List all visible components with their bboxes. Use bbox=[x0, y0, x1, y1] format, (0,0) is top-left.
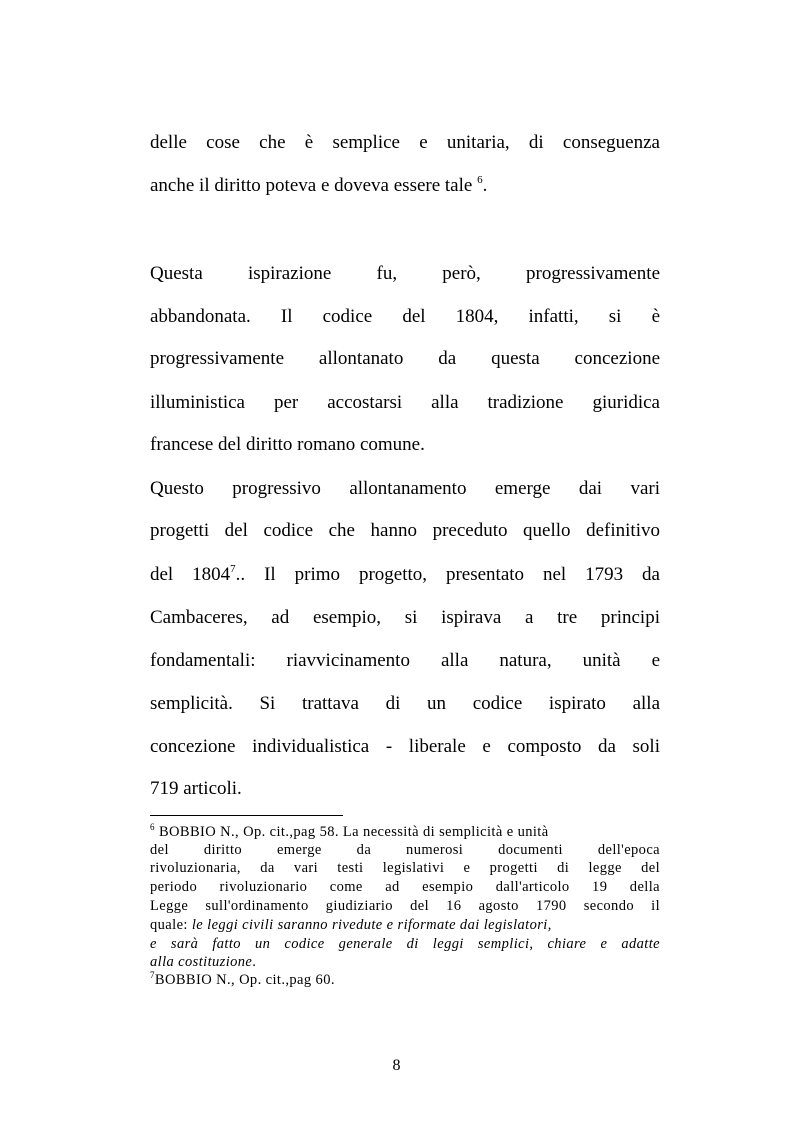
text-span: del 1804 bbox=[150, 564, 231, 585]
text-span: . bbox=[482, 175, 488, 196]
footnote-line: rivoluzionaria, da vari testi legislativi e progetti di legge del bbox=[150, 860, 660, 876]
text-span: anche il diritto poteva e doveva essere tale bbox=[150, 175, 473, 196]
footnote-line: Legge sull'ordinamento giudiziario del 16 agosto 1790 secondo il bbox=[150, 898, 660, 914]
footnote-ref-6: 6 bbox=[477, 174, 483, 186]
text-line: abbandonata. Il codice del 1804, infatti, si è bbox=[150, 306, 660, 327]
footnote-ref-7: 7 bbox=[230, 563, 236, 575]
text-line: concezione individualistica - liberale e composto da soli bbox=[150, 736, 660, 757]
text-line: illuministica per accostarsi alla tradizione giuridica bbox=[150, 392, 660, 413]
text-line: francese del diritto romano comune. bbox=[150, 434, 425, 455]
footnote-line: periodo rivoluzionario come ad esempio dall'articolo 19 della bbox=[150, 879, 660, 895]
footnote-quote: alla costituzione bbox=[150, 954, 253, 970]
text-line: progressivamente allontanato da questa concezione bbox=[150, 348, 660, 369]
text-line: Cambaceres, ad esempio, si ispirava a tre principi bbox=[150, 607, 660, 628]
text-line: delle cose che è semplice e unitaria, di conseguenza bbox=[150, 132, 660, 153]
text-line: semplicità. Si trattava di un codice ispirato alla bbox=[150, 693, 660, 714]
text-line: fondamentali: riavvicinamento alla natura, unità e bbox=[150, 650, 660, 671]
footnote-7 bbox=[150, 970, 660, 988]
footnote-line: del diritto emerge da numerosi documenti dell'epoca bbox=[150, 842, 660, 858]
text-line bbox=[150, 176, 660, 195]
footnote-quote: le leggi civili saranno rivedute e riformate dai legislatori, bbox=[191, 917, 552, 933]
page-number: 8 bbox=[392, 1057, 401, 1074]
footnote-6 bbox=[150, 822, 660, 840]
footnote-line bbox=[150, 955, 660, 970]
footnote-text: BOBBIO N., Op. cit.,pag 60. bbox=[154, 972, 335, 988]
footnote-text: . bbox=[252, 954, 257, 970]
text-line: progetti del codice che hanno preceduto quello definitivo bbox=[150, 520, 660, 541]
footnote-number: 7 bbox=[150, 970, 155, 980]
footnote-text: BOBBIO N., Op. cit.,pag 58. La necessità di semplicità e unità bbox=[158, 824, 549, 840]
text-line: 719 articoli. bbox=[150, 778, 242, 799]
footnote-separator bbox=[150, 815, 343, 816]
footnote-number: 6 bbox=[150, 822, 155, 832]
text-span: .. Il primo progetto, presentato nel 1793 da bbox=[235, 564, 660, 585]
text-line: Questa ispirazione fu, però, progressivamente bbox=[150, 263, 660, 284]
text-line bbox=[150, 565, 660, 584]
text-line: Questo progressivo allontanamento emerge dai vari bbox=[150, 478, 660, 499]
footnote-quote: e sarà fatto un codice generale di leggi semplici, chiare e adatte bbox=[150, 936, 660, 952]
footnote-line bbox=[150, 918, 660, 933]
footnote-text: quale: bbox=[150, 917, 192, 933]
